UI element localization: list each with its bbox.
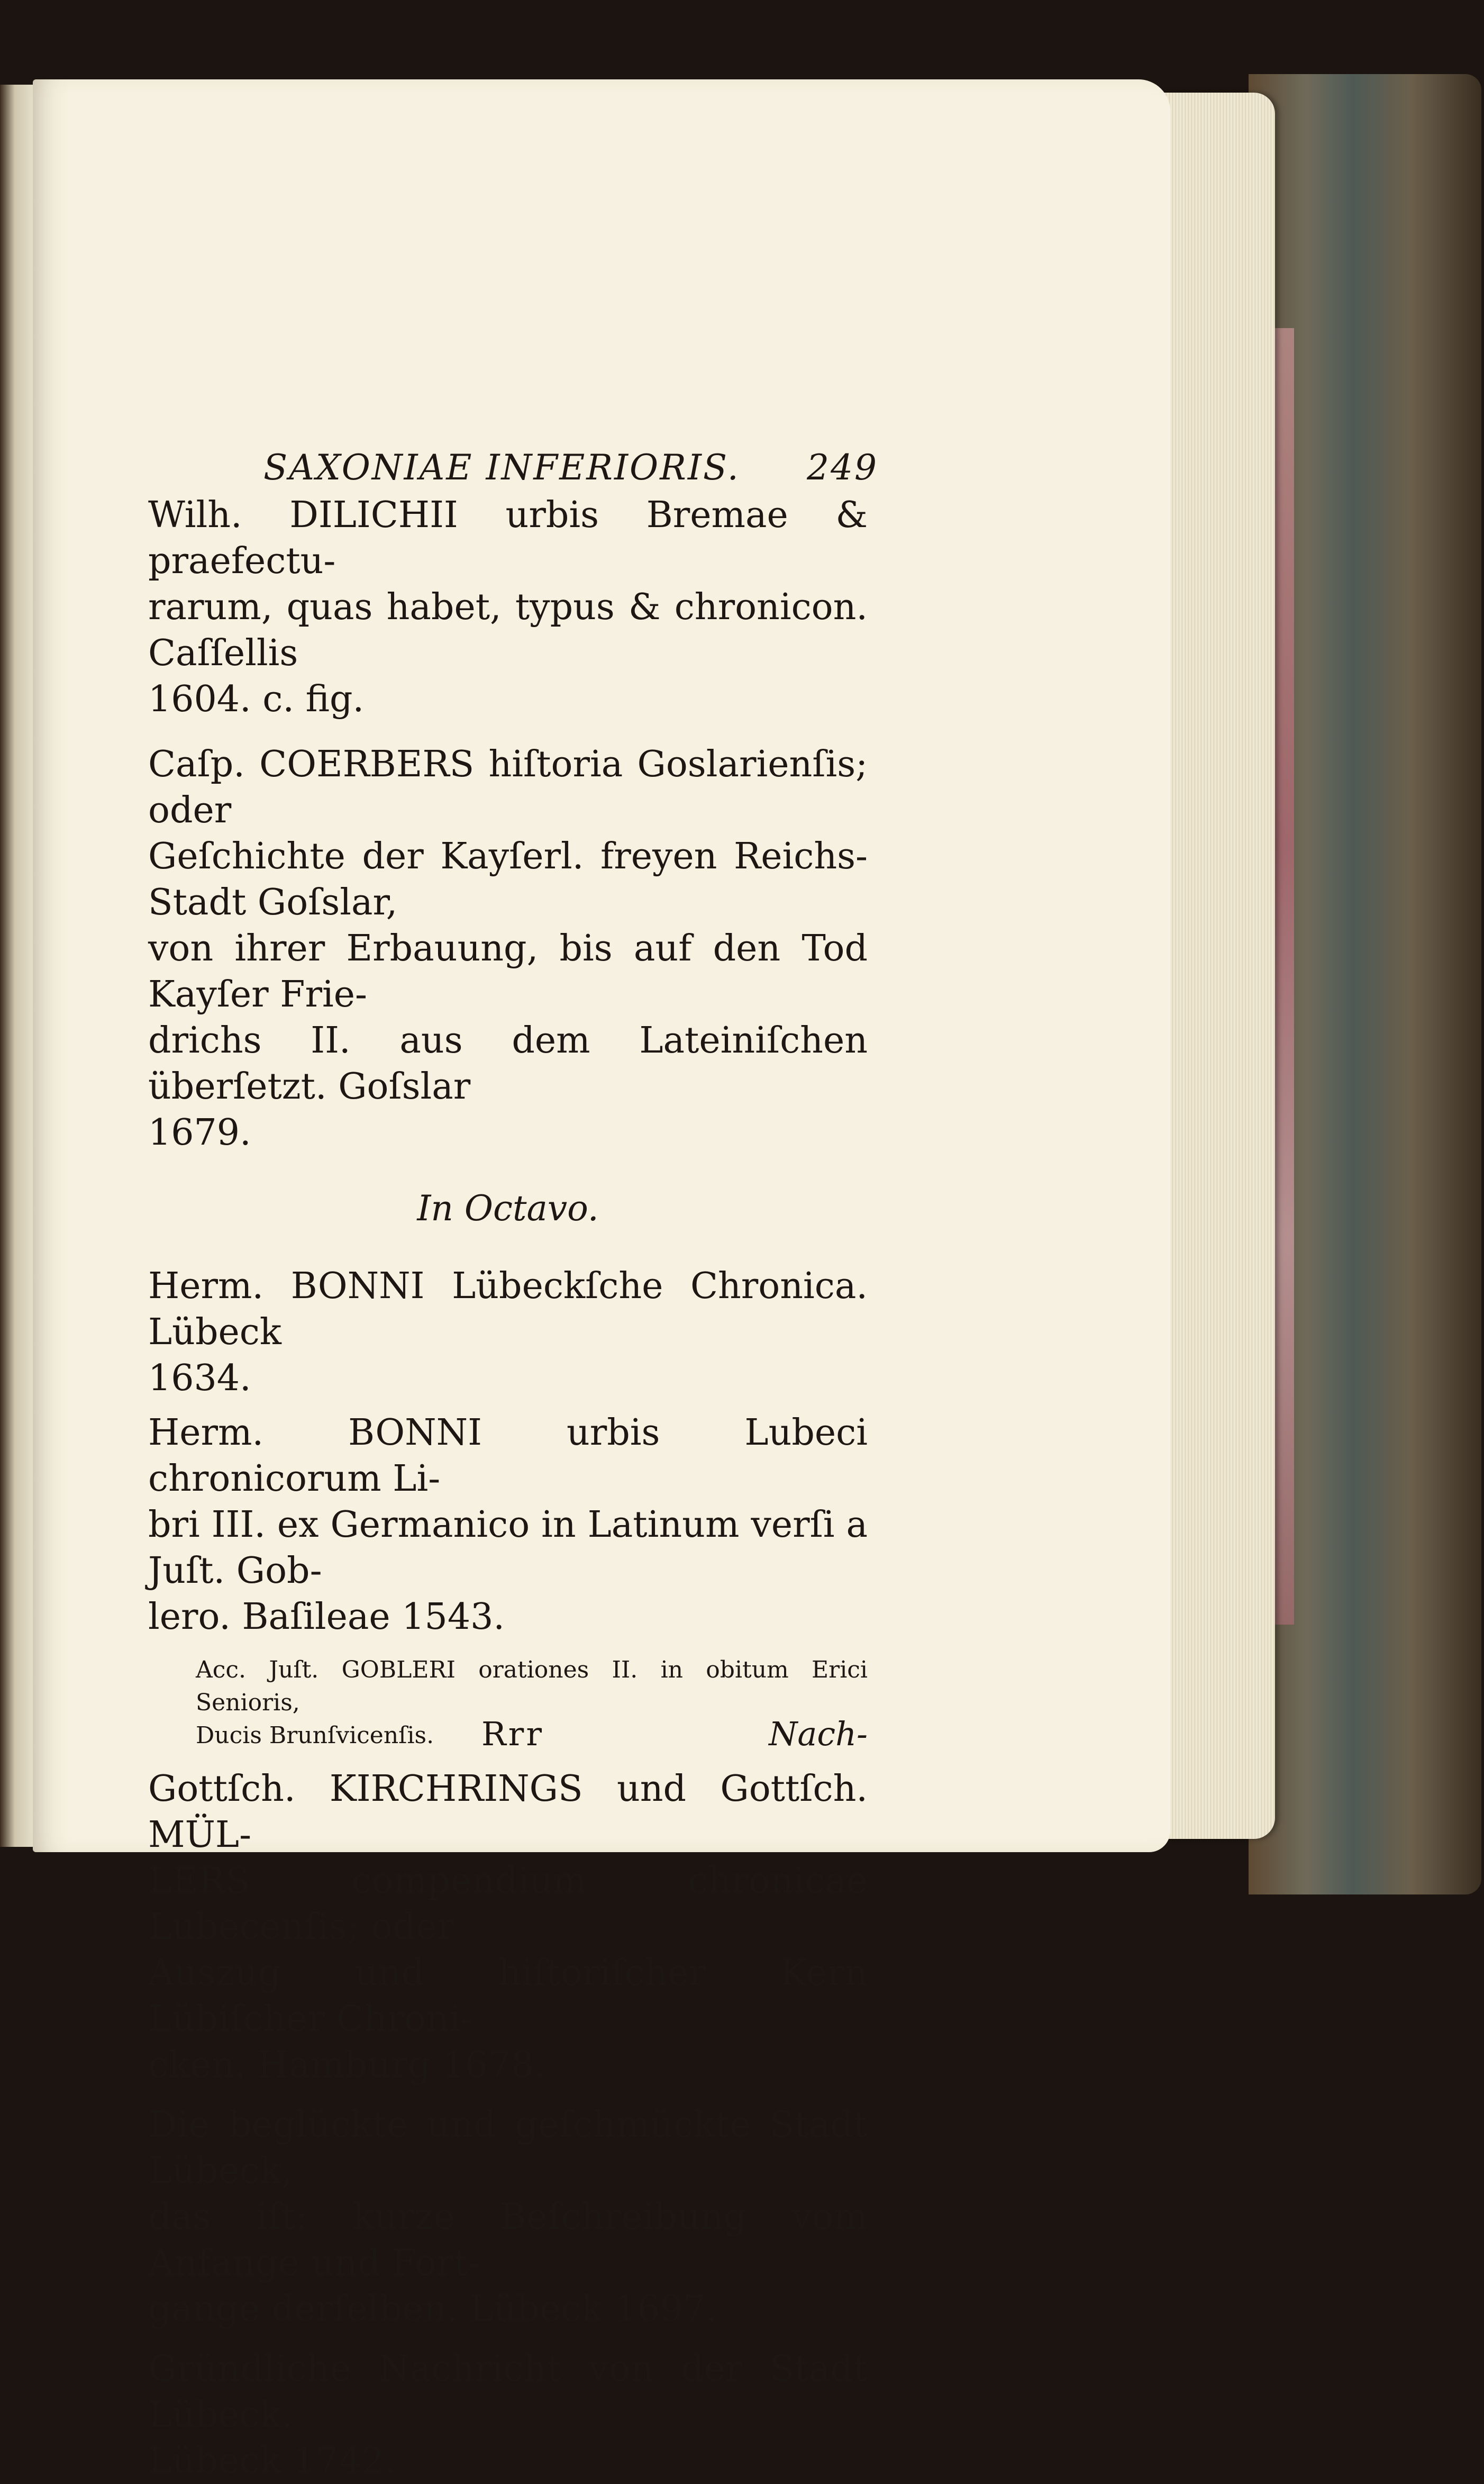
entry-line: LERS compendium chronicae Lubecenſis; oder (148, 1860, 868, 1948)
signature-mark: Rrr (481, 1715, 544, 1753)
bibliography-entry (148, 2346, 868, 2484)
entry-line: Auszug und hiſtoriſcher Kern Lübiſcher Chroni- (148, 1952, 868, 2040)
entry-line: rarum, quas habet, typus & chronicon. Caſſellis (148, 586, 868, 674)
running-head-title: SAXONIAE INFERIORIS. (263, 447, 740, 488)
note-line: Ducis Brunſvicenſis. (196, 1722, 434, 1749)
page-stack-edge (1164, 93, 1275, 1839)
entry-line: Gottſch. KIRCHRINGS und Gottſch. MÜL- (148, 1768, 868, 1856)
section-title: In Octavo. (417, 1188, 599, 1229)
entry-line: das iſt: kurze Beſchreibung vom Anfange und Fort- (148, 2196, 868, 2284)
catchword: Nach- (769, 1715, 868, 1753)
entry-line: 1634. (148, 1357, 251, 1399)
entry-line: drichs II. aus dem Lateiniſchen überſetzt. Goſslar (148, 1020, 868, 1108)
running-head (33, 445, 878, 491)
entry-line: Caſp. COERBERS hiſtoria Goslarienſis; oder (148, 744, 868, 831)
entry-line: Herm. BONNI Lübeckſche Chronica. Lübeck (148, 1265, 868, 1353)
cover-marbling (1275, 328, 1294, 1625)
page-footer (148, 1715, 868, 1753)
entry-line: Die beglückte und geſchmückte Stadt Lübeck, (148, 2104, 868, 2192)
entry-line: gange derſelben. Lübeck 1697. (148, 2288, 717, 2330)
bibliography-entry (148, 741, 868, 1156)
entry-line: 1604. c. fig. (148, 678, 365, 720)
bibliography-entry (148, 1766, 868, 2088)
entry-line: lero. Baſileae 1543. (148, 1596, 505, 1638)
entry-line: 1679. (148, 1112, 251, 1154)
text-block (148, 447, 878, 2484)
entry-line: bri III. ex Germanico in Latinum verſi a Juſt. Gob- (148, 1504, 868, 1592)
entry-line: von ihrer Erbauung, bis auf den Tod Kayſer Frie- (148, 928, 868, 1016)
bibliography-entry (148, 492, 868, 722)
entry-line: Wilh. DILICHII urbis Bremae & praefectu- (148, 494, 868, 582)
entry-line: Herm. BONNI urbis Lubeci chronicorum Li- (148, 1412, 868, 1500)
note-line: Acc. Juſt. GOBLERI orationes II. in obitum Erici Senioris, (196, 1656, 868, 1716)
entry-line: Lübeck 1742. (148, 2440, 396, 2482)
bibliography-entry (148, 1263, 868, 1401)
entry-line: Gründliche Nachricht von der Stadt Lübeck. (148, 2348, 868, 2436)
entry-line: cken. Hamburg 1678. (148, 2044, 545, 2086)
left-page-edge (0, 85, 37, 1847)
bibliography-entry (148, 1410, 868, 1640)
entry-line: Geſchichte der Kayſerl. freyen Reichs-Stadt Goſslar, (148, 836, 868, 923)
book-page (33, 79, 1170, 2482)
bibliography-entry (148, 2102, 868, 2332)
page-number: 249 (807, 447, 878, 488)
